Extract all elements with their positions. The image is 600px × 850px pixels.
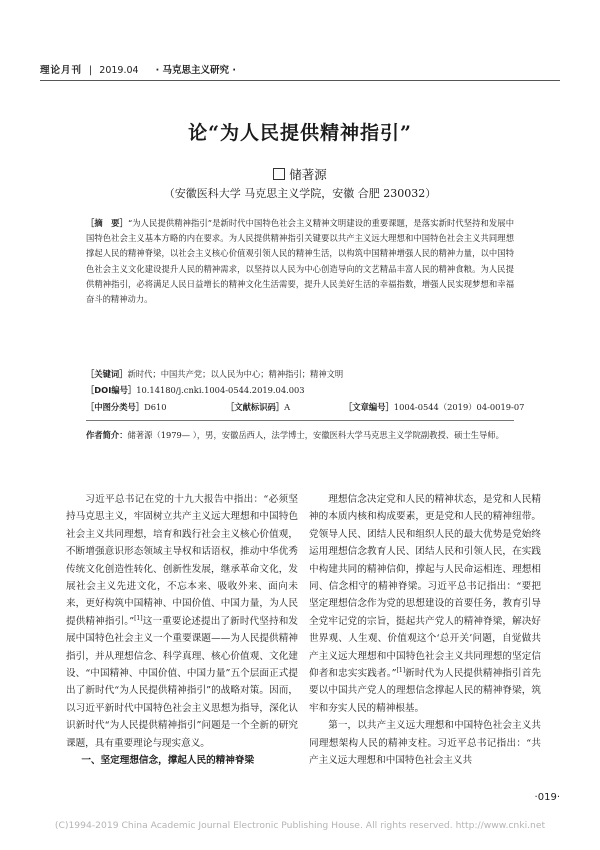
section-heading: 一、坚定理想信念，撑起人民的精神脊梁 bbox=[81, 755, 255, 767]
note-rule bbox=[86, 420, 514, 421]
journal-name: 理论月刊 bbox=[40, 65, 83, 76]
article-no-cell bbox=[344, 400, 524, 415]
journal-issue: 2019.04 bbox=[99, 65, 139, 76]
author-line bbox=[0, 166, 600, 184]
doi bbox=[86, 383, 514, 398]
body-paragraph: 理想信念决定党和人民的精神状态，是党和人民精神的本质内核和构成要素，更是党和人民的精神纽带。党领导人民、团结人民和组织人民的最大优势是党始终运用理想信念教育人民、团结人民和引领人民，在实践中构建共同的精神信仰，撑起与人民命运相连、理想相同、信念相守的精神脊梁。习近平总书记指出：“要把坚定理想信念作为党的思想建设的首要任务，教育引导全党牢记党的宗旨，挺起共产党人的精神脊梁，解决好世界观、人生观、价值观这个‘总开关’问题，自觉做共产主义远大理想和中国特色社会主义共同理想的坚定信仰者和忠实实践者。”[1]新时代为人民提供精神指引首先要以中国共产党人的理想信念撑起人民的精神脊梁，筑牢和夯实人民的精神根基。 bbox=[309, 494, 542, 714]
page-number: ·019· bbox=[534, 792, 560, 803]
header-separator: | bbox=[89, 65, 93, 76]
article-no-value: 1004-0544（2019）04-0019-07 bbox=[393, 402, 525, 412]
doi-text: 10.14180/j.cnki.1004-0544.2019.04.003 bbox=[136, 385, 305, 395]
article-title: 论“为人民提供精神指引” bbox=[188, 122, 412, 144]
affiliation: （安徽医科大学 马克思主义学院，安徽 合肥 230032） bbox=[163, 187, 437, 200]
clc-label: ［中图分类号］ bbox=[86, 402, 145, 412]
body-paragraph: 第一，以共产主义远大理想和中国特色社会主义共同理想架构人民的精神支柱。习近平总书记指出：“共产主义远大理想和中国特色社会主义共 bbox=[309, 720, 541, 767]
clc-cell bbox=[86, 400, 167, 415]
article-no-label: ［文章编号］ bbox=[344, 402, 394, 412]
citation-ref: [1] bbox=[396, 666, 406, 674]
citation-ref: [1] bbox=[134, 614, 143, 622]
author-note-label: 作者简介： bbox=[86, 430, 128, 440]
author-name: 储著源 bbox=[289, 167, 327, 182]
keywords bbox=[86, 367, 514, 382]
author-note bbox=[86, 428, 514, 444]
keywords-label: ［关键词］ bbox=[86, 369, 128, 379]
abstract bbox=[86, 216, 514, 307]
doi-label: ［DOI编号］ bbox=[86, 385, 137, 395]
body-column-left bbox=[66, 491, 298, 770]
abstract-label: ［摘 要］ bbox=[86, 218, 128, 228]
abstract-text: “为人民提供精神指引”是新时代中国特色社会主义精神文明建设的重要课题，是落实新时代坚持和发展中国特色社会主义基本方略的内在要求。为人民提供精神指引关键要以共产主义远大理想和中国特色社会主义共同理想撑起人民的精神脊梁，以社会主义核心价值观引领人民的精神生活，以构筑中国精神增强人民的精神力量，以中国特色社会主义文化建设提升人民的精神需求，以坚持以人民为中心创造导向的文艺精品丰富人民的精神食粮。为人民提供精神指引，必将满足人民日益增长的精神文化生活需要，提升人民美好生活的幸福指数，增强人民实现梦想和幸福奋斗的精神动力。 bbox=[86, 218, 514, 305]
keywords-text: 新时代；中国共产党；以人民为中心；精神指引；精神文明 bbox=[127, 369, 344, 379]
author-box-icon bbox=[273, 168, 285, 180]
clc-value: D610 bbox=[144, 402, 167, 412]
copyright-watermark: (C)1994-2019 China Academic Journal Electronic Publishing House. All rights reserved. http://www.cnki.net bbox=[54, 820, 546, 831]
body-paragraph: 习近平总书记在党的十九大报告中指出：“必须坚持马克思主义，牢固树立共产主义远大理想和中国特色社会主义共同理想，培育和践行社会主义核心价值观，不断增强意识形态领域主导权和话语权，推动中华优秀传统文化创造性转化、创新性发展，继承革命文化，发展社会主义先进文化，不忘本来、吸收外来、面向未来，更好构筑中国精神、中国价值、中国力量，为人民提供精神指引。”[1]这一重要论述提出了新时代坚持和发展中国特色社会主义一个重要课题——为人民提供精神指引，并从理想信念、科学真理、核心价值观、文化建设、“中国精神、中国价值、中国力量”五个层面正式提出了新时代“为人民提供精神指引”的战略对策。因而，以习近平新时代中国特色社会主义思想为指导，深化认识新时代“为人民提供精神指引”问题是一个全新的研究课题，具有重要理论与现实意义。 bbox=[66, 494, 298, 749]
body-column-right bbox=[309, 491, 541, 770]
column-name: · 马克思主义研究 · bbox=[155, 65, 236, 76]
author-note-text: 储著源（1979— ），男，安徽岳西人，法学博士，安徽医科大学马克思主义学院副教授、硕士生导师。 bbox=[127, 430, 504, 440]
doc-code-label: ［文献标识码］ bbox=[226, 402, 285, 412]
doc-code-cell bbox=[226, 400, 290, 415]
doc-code-value: A bbox=[284, 402, 291, 412]
header-rule bbox=[40, 80, 560, 81]
running-header bbox=[40, 64, 560, 78]
